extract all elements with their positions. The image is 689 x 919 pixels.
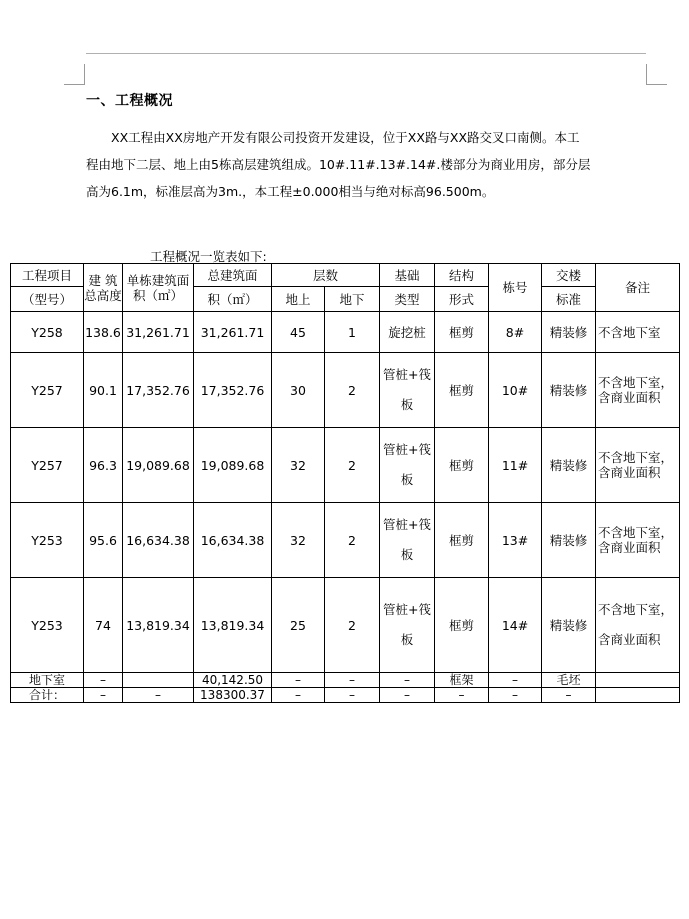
header-floors: 层数 — [272, 264, 380, 287]
cell-total-area: 40,142.50 — [194, 673, 272, 688]
header-foundation: 基础 — [380, 264, 435, 287]
cell-foundation: 旋挖桩 — [380, 312, 435, 353]
cell-above: 25 — [272, 578, 325, 673]
header-total-area: 总建筑面 — [194, 264, 272, 287]
cell-delivery: 精装修 — [542, 503, 596, 578]
cell-delivery: 毛坯 — [542, 673, 596, 688]
header-remark: 备注 — [596, 264, 680, 312]
cell-delivery: 精装修 — [542, 578, 596, 673]
cell-foundation: – — [380, 688, 435, 703]
cell-single-area: 16,634.38 — [123, 503, 194, 578]
header-foundation-type: 类型 — [380, 287, 435, 312]
cell-delivery: 精装修 — [542, 428, 596, 503]
cell-remark: 不含地下室，含商业面积 — [596, 428, 680, 503]
cell-remark: 不含地下室，含商业面积 — [596, 353, 680, 428]
cell-above: – — [272, 673, 325, 688]
cell-total-area: 31,261.71 — [194, 312, 272, 353]
cell-model: Y253 — [11, 503, 84, 578]
cell-delivery: 精装修 — [542, 353, 596, 428]
cell-delivery: – — [542, 688, 596, 703]
cell-below: 2 — [325, 428, 380, 503]
cell-single-area: 13,819.34 — [123, 578, 194, 673]
cell-structure: – — [435, 688, 489, 703]
cell-total-area: 16,634.38 — [194, 503, 272, 578]
cell-label: 地下室 — [11, 673, 84, 688]
header-item-model: （型号） — [11, 287, 84, 312]
table-row — [11, 312, 680, 353]
cell-height: 138.6 — [84, 312, 123, 353]
cell-building: 10# — [489, 353, 542, 428]
cell-above: 45 — [272, 312, 325, 353]
cell-remark: 不含地下室，含商业面积 — [596, 578, 680, 673]
cell-below: 2 — [325, 503, 380, 578]
table-row — [11, 578, 680, 673]
header-height: 建 筑总高度 — [84, 264, 123, 312]
header-delivery: 交楼 — [542, 264, 596, 287]
cell-height: 74 — [84, 578, 123, 673]
cell-height: – — [84, 688, 123, 703]
header-total-area-unit: 积（㎡） — [194, 287, 272, 312]
header-building-no: 栋号 — [489, 264, 542, 312]
cell-building: 14# — [489, 578, 542, 673]
cell-foundation: 管桩+筏板 — [380, 578, 435, 673]
cell-above: – — [272, 688, 325, 703]
cell-foundation: – — [380, 673, 435, 688]
cell-building: – — [489, 688, 542, 703]
paragraph-line-2: 程由地下二层、地上由5栋高层建筑组成。10#.11#.13#.14#.楼部分为商业用房，部分层 — [86, 157, 591, 172]
cell-structure: 框架 — [435, 673, 489, 688]
cell-below: – — [325, 673, 380, 688]
cell-height: 90.1 — [84, 353, 123, 428]
cell-model: Y258 — [11, 312, 84, 353]
cell-below: 2 — [325, 353, 380, 428]
table-caption: 工程概况一览表如下: — [150, 249, 267, 264]
cell-below: – — [325, 688, 380, 703]
header-below-ground: 地下 — [325, 287, 380, 312]
cell-delivery: 精装修 — [542, 312, 596, 353]
cell-above: 32 — [272, 428, 325, 503]
section-title: 一、工程概况 — [86, 93, 173, 109]
cell-remark — [596, 673, 680, 688]
cell-structure: 框剪 — [435, 503, 489, 578]
basement-row — [11, 673, 680, 688]
cell-model: Y253 — [11, 578, 84, 673]
cell-height: 95.6 — [84, 503, 123, 578]
cell-building: – — [489, 673, 542, 688]
cell-above: 32 — [272, 503, 325, 578]
cell-single-area: 31,261.71 — [123, 312, 194, 353]
cell-total-area: 13,819.34 — [194, 578, 272, 673]
cell-height: 96.3 — [84, 428, 123, 503]
cell-model: Y257 — [11, 428, 84, 503]
cell-single-area: – — [123, 688, 194, 703]
margin-corner-top-left — [64, 64, 85, 85]
header-item: 工程项目 — [11, 264, 84, 287]
cell-remark: 不含地下室 — [596, 312, 680, 353]
margin-corner-top-right — [646, 64, 667, 85]
cell-total-area: 138300.37 — [194, 688, 272, 703]
overview-paragraph — [86, 124, 646, 205]
paragraph-line-3: 高为6.1m，标准层高为3m.，本工程±0.000相当与绝对标高96.500m。 — [86, 184, 495, 199]
total-row — [11, 688, 680, 703]
cell-total-area: 19,089.68 — [194, 428, 272, 503]
paragraph-line-1: XX工程由XX房地产开发有限公司投资开发建设，位于XX路与XX路交叉口南侧。本工 — [111, 130, 580, 145]
cell-foundation: 管桩+筏板 — [380, 353, 435, 428]
cell-height: – — [84, 673, 123, 688]
table-row — [11, 428, 680, 503]
table-row — [11, 503, 680, 578]
header-delivery-standard: 标准 — [542, 287, 596, 312]
cell-above: 30 — [272, 353, 325, 428]
cell-below: 2 — [325, 578, 380, 673]
cell-building: 11# — [489, 428, 542, 503]
cell-structure: 框剪 — [435, 578, 489, 673]
project-overview-table — [10, 263, 680, 703]
cell-building: 13# — [489, 503, 542, 578]
cell-model: Y257 — [11, 353, 84, 428]
cell-foundation: 管桩+筏板 — [380, 503, 435, 578]
cell-building: 8# — [489, 312, 542, 353]
cell-single-area — [123, 673, 194, 688]
header-above-ground: 地上 — [272, 287, 325, 312]
table-row — [11, 353, 680, 428]
cell-remark — [596, 688, 680, 703]
cell-single-area: 19,089.68 — [123, 428, 194, 503]
header-structure-form: 形式 — [435, 287, 489, 312]
cell-below: 1 — [325, 312, 380, 353]
header-row-1 — [11, 264, 680, 287]
header-structure: 结构 — [435, 264, 489, 287]
cell-label: 合计： — [11, 688, 84, 703]
cell-structure: 框剪 — [435, 428, 489, 503]
cell-total-area: 17,352.76 — [194, 353, 272, 428]
page-header-line — [86, 53, 646, 54]
cell-remark: 不含地下室，含商业面积 — [596, 503, 680, 578]
cell-structure: 框剪 — [435, 312, 489, 353]
cell-structure: 框剪 — [435, 353, 489, 428]
cell-single-area: 17,352.76 — [123, 353, 194, 428]
header-single-area: 单栋建筑面 积（㎡） — [123, 264, 194, 312]
cell-foundation: 管桩+筏板 — [380, 428, 435, 503]
